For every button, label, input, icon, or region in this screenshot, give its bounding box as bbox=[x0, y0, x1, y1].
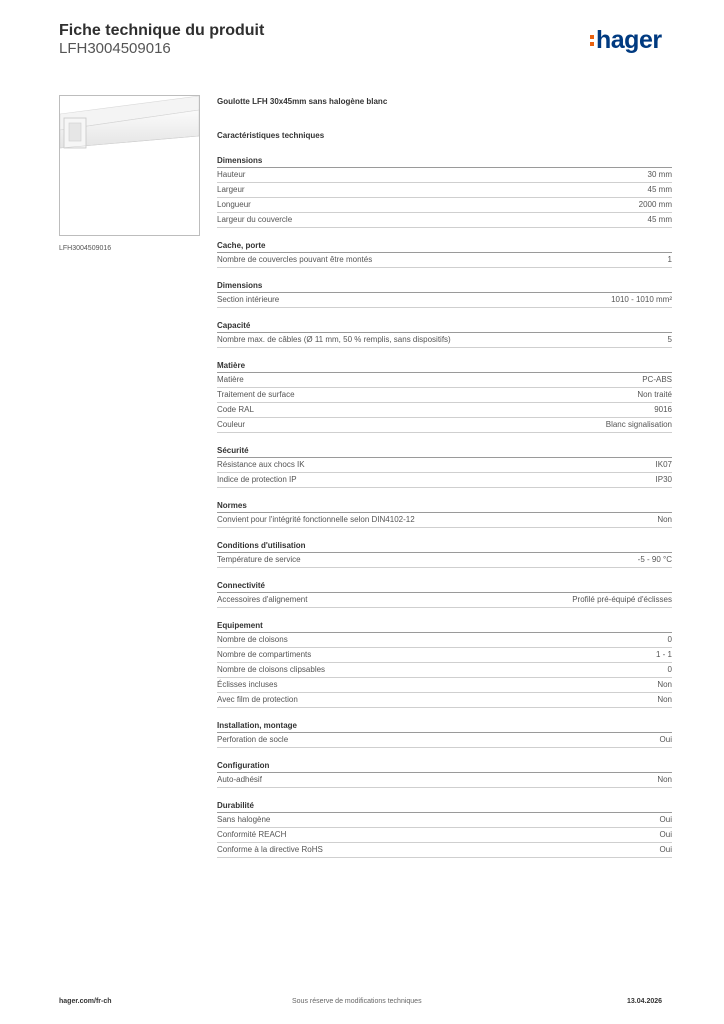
hager-logo bbox=[596, 26, 662, 55]
section-title: Matière bbox=[217, 359, 672, 373]
spec-label: Avec film de protection bbox=[217, 695, 298, 704]
spec-value: 1 bbox=[667, 255, 672, 264]
spec-row bbox=[217, 183, 672, 198]
spec-value: 2000 mm bbox=[638, 200, 672, 209]
spec-row bbox=[217, 458, 672, 473]
spec-value: 9016 bbox=[654, 405, 672, 414]
spec-row bbox=[217, 373, 672, 388]
spec-value: 1010 - 1010 mm² bbox=[611, 295, 672, 304]
spec-label: Éclisses incluses bbox=[217, 680, 278, 689]
spec-value: 0 bbox=[667, 665, 672, 674]
product-reference: LFH3004509016 bbox=[59, 40, 171, 57]
spec-label: Largeur bbox=[217, 185, 245, 194]
spec-row bbox=[217, 198, 672, 213]
spec-row bbox=[217, 553, 672, 568]
spec-row bbox=[217, 828, 672, 843]
section-title: Durabilité bbox=[217, 799, 672, 813]
logo-dots-icon bbox=[590, 35, 594, 49]
section-title: Equipement bbox=[217, 619, 672, 633]
section-title: Sécurité bbox=[217, 444, 672, 458]
spec-row bbox=[217, 813, 672, 828]
spec-label: Nombre de cloisons clipsables bbox=[217, 665, 326, 674]
spec-row bbox=[217, 418, 672, 433]
spec-row bbox=[217, 593, 672, 608]
spec-row bbox=[217, 513, 672, 528]
spec-label: Perforation de socle bbox=[217, 735, 289, 744]
spec-label: Hauteur bbox=[217, 170, 246, 179]
spec-row bbox=[217, 333, 672, 348]
section-title: Normes bbox=[217, 499, 672, 513]
spec-label: Nombre de couvercles pouvant être montés bbox=[217, 255, 373, 264]
footer-website: hager.com/fr-ch bbox=[59, 998, 112, 1005]
spec-value: IP30 bbox=[655, 475, 672, 484]
spec-value: -5 - 90 °C bbox=[637, 555, 672, 564]
spec-value: Non bbox=[657, 515, 672, 524]
spec-row bbox=[217, 693, 672, 708]
spec-value: 0 bbox=[667, 635, 672, 644]
spec-value: Oui bbox=[659, 815, 672, 824]
spec-value: Oui bbox=[659, 830, 672, 839]
spec-row bbox=[217, 168, 672, 183]
spec-label: Résistance aux chocs IK bbox=[217, 460, 305, 469]
spec-row bbox=[217, 213, 672, 228]
spec-label: Conforme à la directive RoHS bbox=[217, 845, 323, 854]
section-title: Dimensions bbox=[217, 279, 672, 293]
spec-label: Conformité REACH bbox=[217, 830, 287, 839]
spec-row bbox=[217, 733, 672, 748]
section-title: Conditions d'utilisation bbox=[217, 539, 672, 553]
spec-label: Température de service bbox=[217, 555, 301, 564]
spec-value: Oui bbox=[659, 735, 672, 744]
spec-value: Non bbox=[657, 680, 672, 689]
spec-label: Sans halogène bbox=[217, 815, 271, 824]
spec-label: Code RAL bbox=[217, 405, 254, 414]
spec-row bbox=[217, 648, 672, 663]
spec-label: Section intérieure bbox=[217, 295, 280, 304]
image-caption: LFH3004509016 bbox=[59, 245, 112, 252]
spec-label: Nombre de cloisons bbox=[217, 635, 288, 644]
section-title: Dimensions bbox=[217, 154, 672, 168]
spec-row bbox=[217, 773, 672, 788]
spec-row bbox=[217, 253, 672, 268]
spec-row bbox=[217, 293, 672, 308]
spec-row bbox=[217, 678, 672, 693]
logo-text: hager bbox=[596, 26, 662, 54]
spec-value: 30 mm bbox=[647, 170, 672, 179]
spec-value: Non traité bbox=[637, 390, 672, 399]
spec-value: Non bbox=[657, 775, 672, 784]
page-title: Fiche technique du produit bbox=[59, 22, 265, 39]
spec-label: Auto-adhésif bbox=[217, 775, 262, 784]
spec-value: Non bbox=[657, 695, 672, 704]
spec-label: Couleur bbox=[217, 420, 246, 429]
spec-label: Longueur bbox=[217, 200, 251, 209]
footer-disclaimer: Sous réserve de modifications techniques bbox=[292, 998, 422, 1005]
spec-value: 5 bbox=[667, 335, 672, 344]
spec-label: Indice de protection IP bbox=[217, 475, 297, 484]
spec-label: Convient pour l'intégrité fonctionnelle selon DIN4102-12 bbox=[217, 515, 415, 524]
spec-label: Matière bbox=[217, 375, 244, 384]
spec-value: Oui bbox=[659, 845, 672, 854]
spec-value: PC-ABS bbox=[642, 375, 672, 384]
spec-value: IK07 bbox=[655, 460, 672, 469]
section-title: Installation, montage bbox=[217, 719, 672, 733]
spec-value: 45 mm bbox=[647, 215, 672, 224]
product-name: Goulotte LFH 30x45mm sans halogène blanc bbox=[217, 97, 388, 106]
spec-row bbox=[217, 388, 672, 403]
spec-value: 45 mm bbox=[647, 185, 672, 194]
section-title: Connectivité bbox=[217, 579, 672, 593]
cable-duct-icon bbox=[60, 96, 199, 235]
spec-label: Accessoires d'alignement bbox=[217, 595, 308, 604]
spec-row bbox=[217, 633, 672, 648]
section-title: Configuration bbox=[217, 759, 672, 773]
spec-value: 1 - 1 bbox=[655, 650, 672, 659]
section-title: Capacité bbox=[217, 319, 672, 333]
spec-row bbox=[217, 473, 672, 488]
spec-row bbox=[217, 663, 672, 678]
spec-row bbox=[217, 403, 672, 418]
spec-table bbox=[217, 154, 672, 858]
spec-value: Profilé pré-équipé d'éclisses bbox=[572, 595, 672, 604]
section-title: Cache, porte bbox=[217, 239, 672, 253]
spec-label: Largeur du couvercle bbox=[217, 215, 293, 224]
footer-date: 13.04.2026 bbox=[627, 998, 663, 1005]
spec-label: Nombre de compartiments bbox=[217, 650, 312, 659]
product-image bbox=[59, 95, 200, 236]
spec-row bbox=[217, 843, 672, 858]
spec-label: Nombre max. de câbles (Ø 11 mm, 50 % remplis, sans dispositifs) bbox=[217, 335, 451, 344]
spec-value: Blanc signalisation bbox=[605, 420, 672, 429]
tech-characteristics-title: Caractéristiques techniques bbox=[217, 131, 325, 140]
spec-label: Traitement de surface bbox=[217, 390, 295, 399]
